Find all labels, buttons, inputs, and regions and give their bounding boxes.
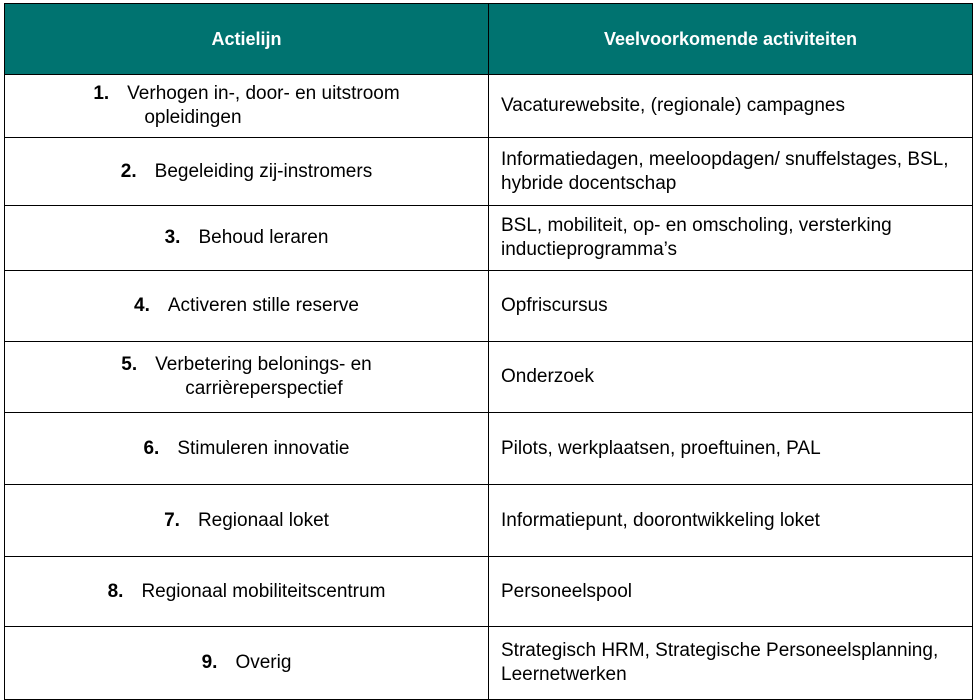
activities-cell: BSL, mobiliteit, op- en omscholing, versterking inductieprogramma’s (489, 206, 973, 271)
table-row (5, 206, 973, 271)
table-row (5, 138, 973, 206)
action-line-cell (5, 627, 489, 700)
action-line-number: 8. (107, 580, 124, 602)
action-line-text: Regionaal mobiliteitscentrum (141, 580, 386, 602)
action-line-cell (5, 557, 489, 627)
table-row (5, 413, 973, 485)
action-line-cell (5, 75, 489, 138)
action-line-text: Verbetering belonings- en (155, 354, 372, 375)
activities-cell: Onderzoek (489, 342, 973, 413)
action-line-cell (5, 271, 489, 342)
action-line-text: Verhogen in-, door- en uitstroom (127, 83, 400, 104)
action-line-cell (5, 138, 489, 206)
action-line-number: 9. (201, 652, 218, 673)
action-line-number: 4. (134, 295, 150, 316)
action-line-wrap (93, 82, 399, 130)
table-row (5, 557, 973, 627)
action-line-cell (5, 342, 489, 413)
action-line-text: Regionaal loket (197, 509, 329, 531)
action-line-text-continued: carrièreperspectief (185, 378, 343, 399)
activities-cell: Personeelspool (489, 557, 973, 627)
activities-cell: Informatiedagen, meeloopdagen/ snuffelstages, BSL, hybride docentschap (489, 138, 973, 206)
action-lines-table (4, 3, 973, 700)
activities-cell: Opfriscursus (489, 271, 973, 342)
header-activiteiten: Veelvoorkomende activiteiten (489, 4, 973, 75)
header-row (5, 4, 973, 75)
action-line-number: 5. (121, 354, 138, 375)
action-line-text-continued: opleidingen (144, 107, 242, 128)
action-line-number: 1. (93, 83, 110, 104)
activities-cell: Informatiepunt, doorontwikkeling loket (489, 485, 973, 557)
action-line-number: 7. (164, 509, 180, 531)
activities-cell: Vacaturewebsite, (regionale) campagnes (489, 75, 973, 138)
action-line-cell (5, 206, 489, 271)
action-line-text: Stimuleren innovatie (177, 437, 350, 459)
action-line-number: 6. (143, 437, 160, 459)
action-line-cell (5, 485, 489, 557)
activities-cell: Pilots, werkplaatsen, proeftuinen, PAL (489, 413, 973, 485)
table-row (5, 271, 973, 342)
action-line-cell (5, 413, 489, 485)
action-line-text: Begeleiding zij-instromers (154, 160, 373, 182)
action-line-text: Activeren stille reserve (167, 295, 359, 316)
action-line-text: Overig (235, 652, 292, 673)
action-line-number: 3. (164, 227, 181, 248)
action-line-number: 2. (120, 160, 137, 182)
activities-cell: Strategisch HRM, Strategische Personeelsplanning, Leernetwerken (489, 627, 973, 700)
table-row (5, 75, 973, 138)
table-row (5, 485, 973, 557)
header-actielijn: Actielijn (5, 4, 489, 75)
table-row (5, 342, 973, 413)
action-line-wrap (121, 353, 371, 401)
action-line-text: Behoud leraren (198, 227, 329, 248)
table-row (5, 627, 973, 700)
